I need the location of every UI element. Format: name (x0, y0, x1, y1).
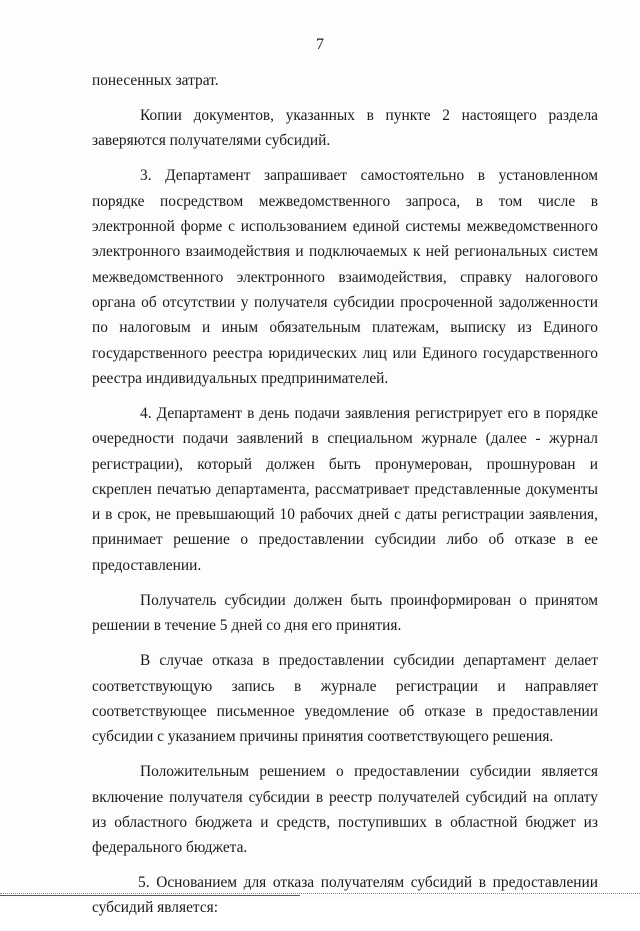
bottom-divider (0, 893, 640, 894)
paragraph-refusal: В случае отказа в предоставлении субсидии департамент делает соответствующую запись в журнале регистрации и направляет соответствующее письменное уведомление об отказе в предоставлении субсидии с указанием причины принятия соответствующего решения. (92, 652, 598, 746)
paragraph-positive-decision: Положительным решением о предоставлении субсидии является включение получателя субсидии в реестр получателей субсидий на оплату из областного бюджета и средств, поступивших в областной бюджет из федерального бюджета. (92, 763, 598, 857)
paragraph-item-3: 3. Департамент запрашивает самостоятельно в установленном порядке посредством межведомственного запроса, в том числе в электронной форме с использованием единой системы межведомственного электронного взаимодействия и подключаемых к ней региональных систем межведомственного электронного взаимодействия, справку налогового органа об отсутствии у получателя субсидии просроченной задолженности по налоговым и иным обязательным платежам, выписку из Единого государственного реестра юридических лиц или Единого государственного реестра индивидуальных предпринимателей. (92, 167, 598, 387)
paragraph-notification: Получатель субсидии должен быть проинформирован о принятом решении в течение 5 дней со дня его принятия. (92, 591, 598, 635)
document-body (92, 68, 598, 931)
paragraph-continuation: понесенных затрат. (92, 72, 219, 89)
paragraph-copies-certification: Копии документов, указанных в пункте 2 настоящего раздела заверяются получателями субсидий. (92, 107, 598, 150)
paragraph-item-5: 5. Основанием для отказа получателям субсидий в предоставлении субсидий является: (92, 874, 598, 917)
footnote-rule (0, 895, 300, 896)
paragraph-item-4: 4. Департамент в день подачи заявления регистрирует его в порядке очередности подачи заявлений в специальном журнале (далее - журнал регистрации), который должен быть пронумерован, прошнурован и скреплен печатью департамента, рассматривает представленные документы и в срок, не превышающий 10 рабочих дней с даты регистрации заявления, принимает решение о предоставлении субсидии либо об отказе в ее предоставлении. (92, 404, 598, 574)
page-number: 7 (316, 36, 324, 53)
